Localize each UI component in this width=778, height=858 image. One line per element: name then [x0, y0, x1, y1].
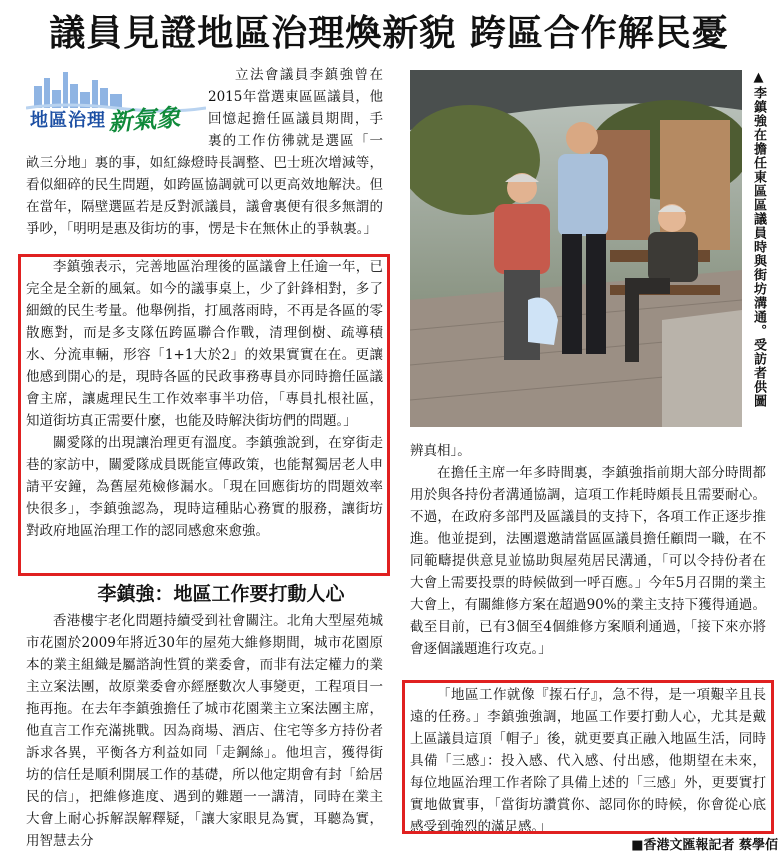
photo-caption: ▲李鎮強在擔任東區區議員時與街坊溝通。受訪者供圖 — [751, 70, 766, 408]
subheading: 李鎮強：地區工作要打動人心 — [97, 583, 345, 605]
left-column — [26, 64, 383, 240]
paragraph-1: 立法會議員李鎮強曾在2015年當選東區區議員，他回憶起擔任區議員期間，手裏的工作仿彿就是選區「一畝三分地」裏的事，如紅綠燈時長調整、巴士班次增減等，看似細碎的民生問題，如跨區協調就可以更高效地解決。但在當年，隔壁選區若是反對派議員，議會裏便有很多無謂的爭吵，「明明是惠及街坊的事，愣是卡在無休止的爭執裏。」 — [26, 67, 383, 237]
photo-image — [410, 70, 742, 427]
right-column — [410, 440, 766, 660]
paragraph-3: 關愛隊的出現讓治理更有溫度。李鎮強說到，在穿街走巷的家訪中，關愛隊成員既能宣傳政策，也能幫獨居老人申請平安鐘，為舊屋苑檢修漏水。「現在回應街坊的問題效率快很多」，李鎮強認為，現時這種貼心務實的服務，讓街坊對政府地區治理工作的認同感愈來愈強。 — [26, 435, 383, 539]
highlight-box-right — [402, 680, 774, 834]
left-column-lower — [26, 610, 383, 852]
paragraph-7: 「地區工作就像『揼石仔』，急不得，是一項艱辛且長遠的任務。」李鎮強強調，地區工作要打動人心，尤其是戴上區議員這頂「帽子」後，就更要真正融入地區生活，同時具備「三感」：投入感、代入感、付出感，他期望在未來，每位地區治理工作者除了具備上述的「三感」外，更要實打實地做實事，「當街坊讚賞你、認同你的時候，你會從心底感受到強烈的滿足感。」 — [410, 687, 766, 835]
highlight-box-left — [18, 254, 390, 576]
logo-text-district: 地區治理 — [30, 110, 106, 131]
byline: ■香港文匯報記者 蔡學佰 — [631, 838, 778, 853]
paragraph-5: 辨真相」。 — [410, 443, 471, 459]
paragraph-4: 香港樓宇老化問題持續受到社會關注。北角大型屋苑城市花園於2009年將近30年的屋苑大維修期間，城市花園原本的業主組織是屬諮詢性質的業委會，而非有法定權力的業主立案法團，故原業委會亦經歷數次人事變更，工程項目一拖再拖。在去年李鎮強擔任了城市花園業主立案法團主席，他直言工作充滿挑戰。因為商場、酒店、住宅等多方持份者訴求各異，平衡各方利益如同「走鋼絲」。他坦言，獲得街坊的信任是順利開展工作的基礎，所以他定期會有封「給居民的信」，把維修進度、遇到的難題一一講清，同時在業主大會上耐心拆解誤解釋疑，「讓大家眼見為實，耳聽為實，用智慧去分 — [26, 613, 383, 849]
paragraph-2: 李鎮強表示，完善地區治理後的區議會上任逾一年，已完全是全新的風氣。如今的議事桌上，少了針鋒相對，多了細緻的民生考量。他舉例指，打風落雨時，不再是各區的零散應對，而是多支隊伍跨區聯合作戰，清理倒樹、疏導積水、分流車輛，形容「1+1大於2」的效果實實在在。更讓他感到開心的是，現時各區的民政事務專員亦同時擔任區議會主席，讓處理民生工作效率事半功倍，「專員扎根社區，知道街坊真正需要什麼，也能及時解決街坊們的問題。」 — [26, 259, 383, 429]
headline: 議員見證地區治理煥新貌 跨區合作解民憂 — [49, 13, 729, 54]
news-photo — [410, 70, 742, 427]
paragraph-6: 在擔任主席一年多時間裏，李鎮強指前期大部分時間都用於與各持份者溝通協調，這項工作耗時頗長且需要耐心。不過，在政府多部門及區議員的支持下，各項工作正逐步推進。他並提到，法團還邀請當區區議員擔任顧問一職，在不同範疇提供意見並協助與屋苑居民溝通，「可以令持份者在大會上需要投票的時候做到一呼百應。」今年5月召開的業主大會上，有關維修方案在超過90%的業主支持下獲得通過。截至目前，已有3個至4個維修方案順利通過，「接下來亦將會逐個議題進行攻克。」 — [410, 465, 766, 657]
logo-text-new: 新氣象 — [107, 102, 182, 137]
